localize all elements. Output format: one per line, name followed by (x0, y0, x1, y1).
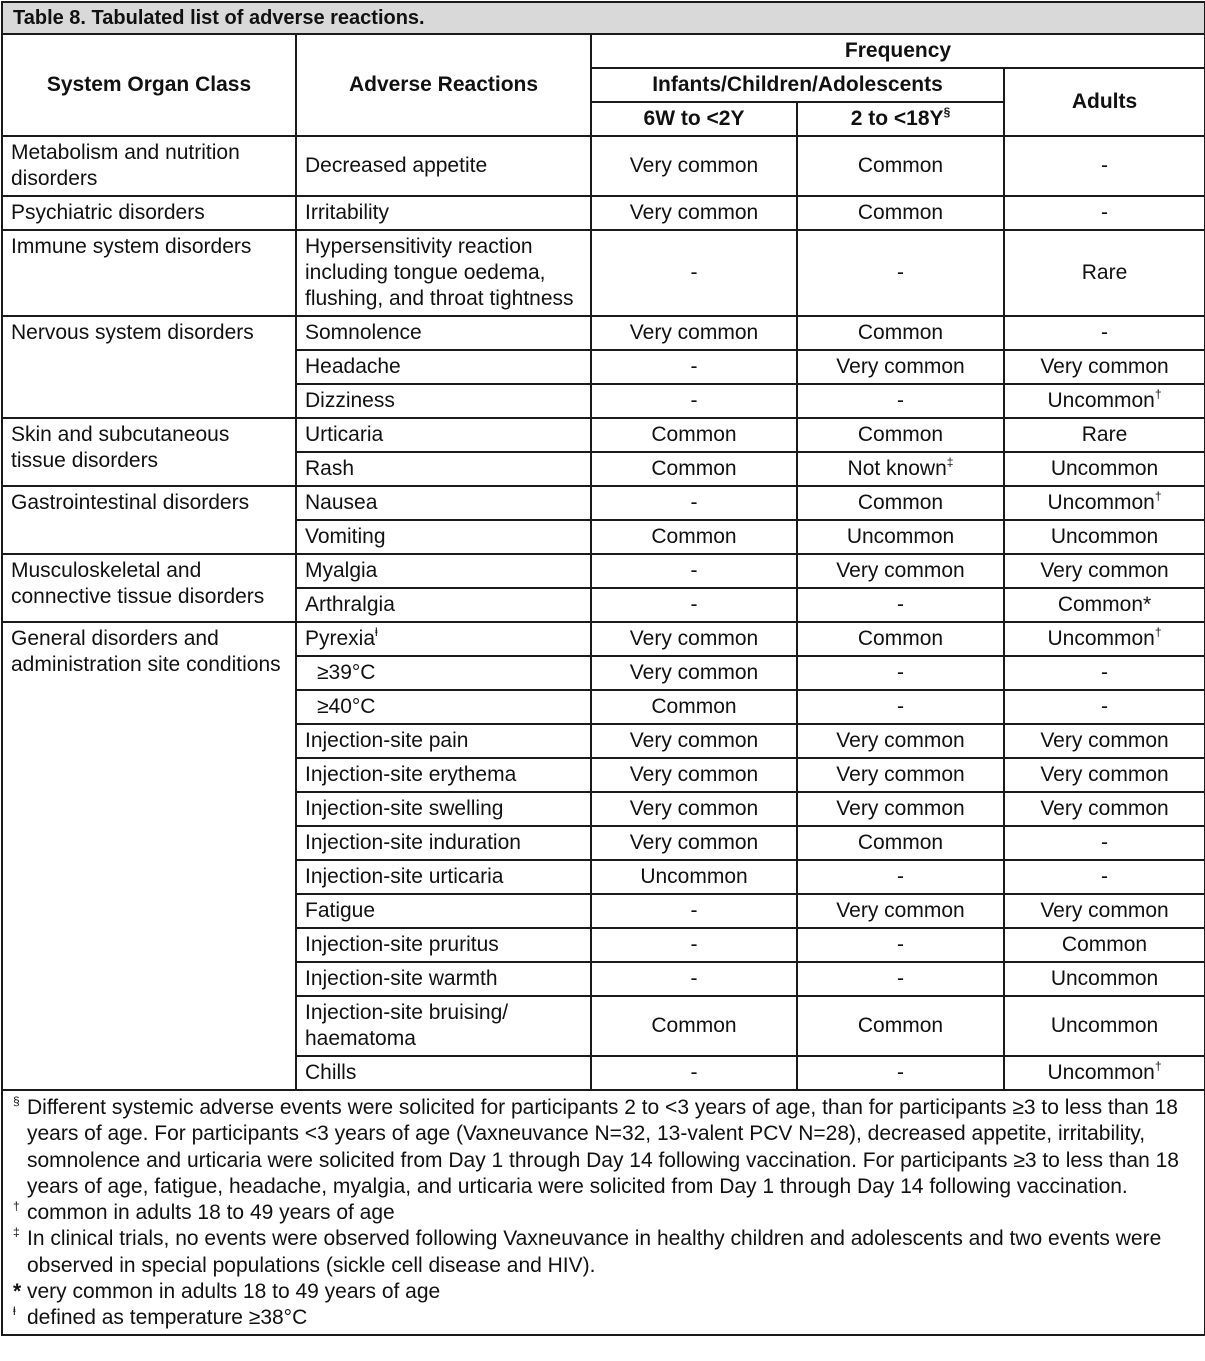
frequency-2-18y-cell (797, 860, 1004, 894)
adverse-reaction-cell (296, 724, 591, 758)
footnotes (2, 1090, 1205, 1335)
frequency-value: Very common (1040, 763, 1169, 786)
frequency-value: - (1101, 865, 1109, 888)
frequency-value: Common (857, 154, 944, 177)
frequency-value: - (897, 967, 904, 990)
frequency-2-18y-cell (797, 452, 1004, 486)
frequency-value: - (897, 389, 904, 412)
frequency-value: Very common (629, 201, 759, 224)
header-adverse-reactions: Adverse Reactions (296, 34, 591, 136)
frequency-2-18y-cell (797, 724, 1004, 758)
footnote: ⱡ defined as temperature ≥38°C (13, 1304, 308, 1330)
footnote-text: Different systemic adverse events were solicited for participants 2 to <3 years of age, than for participants ≥3 to less than 18 years of age. For participants <3 years of age (Vaxneuvance N=32, 13-valent PCV N=28), decreased appetite, irritability, somnolence and urticaria were solicited from Day 1 through Day 14 following vaccination. For participants ≥3 to less than 18 years of age, fatigue, headache, myalgia, and urticaria were solicited from Day 1 through Day 14 following vaccination. (27, 1096, 1179, 1198)
adverse-reaction-label: Somnolence (305, 321, 422, 344)
frequency-adults-cell (1004, 230, 1205, 316)
header-adults: Adults (1004, 68, 1205, 136)
table-row (2, 622, 1205, 656)
frequency-value: Uncommon (846, 525, 955, 548)
adverse-reaction-cell (296, 894, 591, 928)
footnote: ‡ In clinical trials, no events were observed following Vaxneuvance in healthy children and adolescents and two events were observed in special populations (sickle cell disease and HIV). (13, 1225, 1162, 1277)
frequency-value: Common (651, 423, 737, 446)
frequency-value: - (690, 593, 698, 616)
frequency-adults-cell (1004, 758, 1205, 792)
frequency-value: Uncommon (1047, 627, 1155, 650)
footnote: † common in adults 18 to 49 years of age (13, 1199, 395, 1225)
system-organ-class-cell: General disorders and administration site conditions (2, 622, 296, 1090)
frequency-6w-2y-cell (591, 196, 797, 230)
footnote-mark: † (1154, 387, 1162, 401)
adverse-reaction-cell (296, 384, 591, 418)
frequency-6w-2y-cell (591, 350, 797, 384)
frequency-2-18y-cell (797, 588, 1004, 622)
frequency-value: Not known (847, 457, 947, 480)
frequency-adults-cell (1004, 860, 1205, 894)
frequency-2-18y-cell (797, 656, 1004, 690)
frequency-value: Very common (836, 355, 965, 378)
frequency-value: Very common (1040, 797, 1169, 820)
frequency-value: - (690, 355, 698, 378)
system-organ-class-cell: Gastrointestinal disorders (2, 486, 296, 554)
frequency-adults-cell (1004, 1056, 1205, 1090)
frequency-value: Very common (629, 627, 759, 650)
frequency-6w-2y-cell (591, 928, 797, 962)
frequency-2-18y-cell (797, 520, 1004, 554)
header-system-organ-class: System Organ Class (2, 34, 296, 136)
frequency-2-18y-cell (797, 690, 1004, 724)
frequency-6w-2y-cell (591, 418, 797, 452)
frequency-6w-2y-cell (591, 554, 797, 588)
frequency-value: - (897, 661, 904, 684)
frequency-value: - (690, 933, 698, 956)
adverse-reaction-cell (296, 792, 591, 826)
frequency-adults-cell (1004, 554, 1205, 588)
adverse-reaction-cell (296, 1056, 591, 1090)
frequency-value: Very common (1040, 899, 1169, 922)
frequency-6w-2y-cell (591, 656, 797, 690)
frequency-adults-cell (1004, 826, 1205, 860)
frequency-2-18y-cell (797, 826, 1004, 860)
adverse-reaction-label: ≥40°C (317, 695, 376, 718)
frequency-6w-2y-cell (591, 452, 797, 486)
frequency-2-18y-cell (797, 554, 1004, 588)
frequency-value: Very common (629, 321, 759, 344)
adverse-reaction-cell (296, 418, 591, 452)
frequency-6w-2y-cell (591, 230, 797, 316)
adverse-reaction-cell (296, 350, 591, 384)
frequency-adults-cell (1004, 196, 1205, 230)
frequency-adults-cell (1004, 656, 1205, 690)
frequency-6w-2y-cell (591, 622, 797, 656)
frequency-value: Uncommon (1047, 491, 1155, 514)
adverse-reaction-label: Irritability (305, 201, 390, 224)
frequency-6w-2y-cell (591, 316, 797, 350)
frequency-adults-cell (1004, 792, 1205, 826)
frequency-6w-2y-cell (591, 1056, 797, 1090)
frequency-value: Very common (836, 899, 965, 922)
table-title: Table 8. Tabulated list of adverse reactions. (2, 2, 1205, 34)
frequency-2-18y-cell (797, 1056, 1004, 1090)
frequency-value: Very common (836, 797, 965, 820)
frequency-6w-2y-cell (591, 486, 797, 520)
adverse-reaction-cell (296, 230, 591, 316)
adverse-reaction-cell (296, 758, 591, 792)
adverse-reaction-label: Pyrexia (305, 627, 376, 650)
adverse-reaction-label: Injection-site swelling (305, 797, 504, 820)
adverse-reaction-cell (296, 136, 591, 196)
adverse-reaction-cell (296, 554, 591, 588)
frequency-value: - (1101, 831, 1109, 854)
adverse-reaction-label: Headache (305, 355, 401, 378)
frequency-value: - (690, 261, 698, 284)
frequency-6w-2y-cell (591, 758, 797, 792)
table-row (2, 136, 1205, 196)
frequency-adults-cell (1004, 928, 1205, 962)
system-organ-class-cell: Skin and subcutaneous tissue disorders (2, 418, 296, 486)
frequency-value: Rare (1081, 423, 1128, 446)
adverse-reaction-label: Urticaria (305, 423, 384, 446)
frequency-value: Common (857, 627, 944, 650)
adverse-reaction-cell (296, 622, 591, 656)
frequency-value: Very common (1040, 355, 1169, 378)
adverse-reaction-cell (296, 690, 591, 724)
frequency-value: Common (857, 423, 944, 446)
frequency-value: - (897, 593, 904, 616)
footnote-mark: † (1154, 1059, 1162, 1073)
header-infants-children-adolescents: Infants/Children/Adolescents (591, 68, 1004, 102)
frequency-2-18y-cell (797, 418, 1004, 452)
frequency-2-18y-cell (797, 894, 1004, 928)
frequency-value: Uncommon (1047, 389, 1155, 412)
adverse-reaction-label: Fatigue (305, 899, 376, 922)
table-row (2, 486, 1205, 520)
frequency-value: Very common (836, 559, 965, 582)
adverse-reaction-label: Vomiting (305, 525, 386, 548)
adverse-reaction-label: Injection-site pain (305, 729, 469, 752)
frequency-6w-2y-cell (591, 860, 797, 894)
adverse-reaction-label: Chills (305, 1061, 357, 1084)
frequency-6w-2y-cell (591, 724, 797, 758)
adverse-reaction-cell (296, 996, 591, 1056)
table-row (2, 554, 1205, 588)
footnote: § Different systemic adverse events were solicited for participants 2 to <3 years of age, than for participants ≥3 to less than 18 years of age. For participants <3 years of age (Vaxneuvance N=32, 13-valent PCV N=28), decreased appetite, irritability, somnolence and urticaria were solicited from Day 1 through Day 14 following vaccination. For participants ≥3 to less than 18 years of age, fatigue, headache, myalgia, and urticaria were solicited from Day 1 through Day 14 following vaccination. (13, 1094, 1179, 1198)
frequency-2-18y-cell (797, 196, 1004, 230)
table-row (2, 196, 1205, 230)
frequency-2-18y-cell (797, 136, 1004, 196)
frequency-value: Common (651, 457, 737, 480)
document-page (1, 1, 1204, 1336)
frequency-6w-2y-cell (591, 792, 797, 826)
footnote-mark: ⱡ (375, 625, 378, 639)
table-row (2, 230, 1205, 316)
footnote-text: very common in adults 18 to 49 years of age (27, 1280, 441, 1304)
adverse-reaction-label: ≥39°C (317, 661, 376, 684)
adverse-reaction-cell (296, 316, 591, 350)
adverse-reactions-table (1, 1, 1205, 1336)
frequency-value: Very common (1040, 559, 1169, 582)
adverse-reaction-cell (296, 588, 591, 622)
adverse-reaction-cell (296, 962, 591, 996)
frequency-6w-2y-cell (591, 996, 797, 1056)
frequency-value: - (1101, 321, 1109, 344)
adverse-reaction-label: Decreased appetite (305, 154, 488, 177)
frequency-adults-cell (1004, 520, 1205, 554)
frequency-value: Uncommon (1050, 1014, 1159, 1037)
frequency-adults-cell (1004, 384, 1205, 418)
frequency-value: Uncommon (1050, 457, 1159, 480)
footnote-mark: † (1154, 489, 1162, 503)
frequency-value: - (690, 899, 698, 922)
section-mark: § (943, 105, 951, 119)
frequency-value: - (1101, 661, 1109, 684)
frequency-value: Uncommon (640, 865, 748, 888)
frequency-adults-cell (1004, 316, 1205, 350)
adverse-reaction-cell (296, 860, 591, 894)
frequency-2-18y-cell (797, 996, 1004, 1056)
frequency-value: Uncommon (1047, 1061, 1155, 1084)
frequency-value: - (1101, 201, 1109, 224)
adverse-reaction-label: Hypersensitivity reaction including tongue oedema, flushing, and throat tightness (305, 235, 574, 310)
header-6w-2y: 6W to <2Y (591, 102, 797, 136)
frequency-2-18y-cell (797, 230, 1004, 316)
frequency-value: - (1101, 154, 1109, 177)
footnote-mark: † (1154, 625, 1162, 639)
adverse-reaction-label: Injection-site induration (305, 831, 521, 854)
adverse-reaction-label: Arthralgia (305, 593, 395, 616)
frequency-2-18y-cell (797, 792, 1004, 826)
system-organ-class-cell: Musculoskeletal and connective tissue disorders (2, 554, 296, 622)
table-row (2, 316, 1205, 350)
frequency-6w-2y-cell (591, 894, 797, 928)
frequency-adults-cell (1004, 724, 1205, 758)
system-organ-class-cell: Psychiatric disorders (2, 196, 296, 230)
frequency-value: Very common (629, 763, 759, 786)
frequency-value: Very common (836, 729, 965, 752)
frequency-value: - (690, 389, 698, 412)
frequency-value: Very common (836, 763, 965, 786)
adverse-reaction-label: Injection-site erythema (305, 763, 517, 786)
frequency-value: Common (651, 525, 737, 548)
frequency-value: Common (651, 695, 737, 718)
frequency-adults-cell (1004, 486, 1205, 520)
frequency-value: - (897, 1061, 904, 1084)
frequency-6w-2y-cell (591, 384, 797, 418)
footnote-mark: ‡ (946, 455, 954, 469)
header-frequency: Frequency (591, 34, 1205, 68)
footnote (13, 1279, 1194, 1305)
frequency-adults-cell (1004, 136, 1205, 196)
system-organ-class-cell: Nervous system disorders (2, 316, 296, 418)
footnote-symbol: * (13, 1280, 22, 1304)
frequency-value: Common (857, 321, 944, 344)
adverse-reaction-label: Injection-site warmth (305, 967, 498, 990)
frequency-value: Common (857, 201, 944, 224)
system-organ-class-cell: Metabolism and nutrition disorders (2, 136, 296, 196)
frequency-value: Common* (1057, 593, 1152, 616)
frequency-adults-cell (1004, 452, 1205, 486)
frequency-value: Very common (629, 661, 759, 684)
adverse-reaction-label: Nausea (305, 491, 378, 514)
system-organ-class-cell: Immune system disorders (2, 230, 296, 316)
frequency-value: - (690, 491, 698, 514)
frequency-value: Rare (1081, 261, 1128, 284)
frequency-6w-2y-cell (591, 520, 797, 554)
adverse-reaction-label: Injection-site pruritus (305, 933, 499, 956)
footnote-text: defined as temperature ≥38°C (27, 1306, 308, 1330)
frequency-value: - (897, 933, 904, 956)
frequency-2-18y-cell (797, 962, 1004, 996)
frequency-adults-cell (1004, 894, 1205, 928)
frequency-value: - (690, 559, 698, 582)
header-2-18y (797, 102, 1004, 136)
frequency-value: - (690, 1061, 698, 1084)
frequency-value: - (897, 261, 904, 284)
adverse-reaction-label: Injection-site bruising/ haematoma (305, 1001, 509, 1050)
frequency-2-18y-cell (797, 758, 1004, 792)
adverse-reaction-label: Rash (305, 457, 355, 480)
adverse-reaction-cell (296, 196, 591, 230)
adverse-reaction-cell (296, 928, 591, 962)
frequency-value: Uncommon (1050, 967, 1159, 990)
frequency-value: Very common (629, 831, 759, 854)
frequency-value: Common (1061, 933, 1148, 956)
frequency-value: Very common (629, 154, 759, 177)
frequency-adults-cell (1004, 350, 1205, 384)
frequency-value: Very common (629, 729, 759, 752)
adverse-reaction-cell (296, 826, 591, 860)
frequency-2-18y-cell (797, 928, 1004, 962)
frequency-2-18y-cell (797, 350, 1004, 384)
frequency-value: - (897, 695, 904, 718)
frequency-value: Common (857, 831, 944, 854)
adverse-reaction-label: Myalgia (305, 559, 378, 582)
frequency-value: Uncommon (1050, 525, 1159, 548)
frequency-value: - (690, 967, 698, 990)
frequency-6w-2y-cell (591, 690, 797, 724)
frequency-value: Common (857, 1014, 944, 1037)
frequency-value: Common (651, 1014, 737, 1037)
header-2-18y-label: 2 to <18Y (850, 107, 944, 130)
frequency-adults-cell (1004, 418, 1205, 452)
frequency-value: - (1101, 695, 1109, 718)
frequency-adults-cell (1004, 588, 1205, 622)
frequency-adults-cell (1004, 690, 1205, 724)
adverse-reaction-cell (296, 656, 591, 690)
adverse-reaction-label: Dizziness (305, 389, 395, 412)
frequency-value: Very common (629, 797, 759, 820)
frequency-value: - (897, 865, 904, 888)
frequency-6w-2y-cell (591, 136, 797, 196)
frequency-value: Very common (1040, 729, 1169, 752)
adverse-reaction-label: Injection-site urticaria (305, 865, 504, 888)
frequency-2-18y-cell (797, 384, 1004, 418)
frequency-2-18y-cell (797, 622, 1004, 656)
adverse-reaction-cell (296, 486, 591, 520)
adverse-reaction-cell (296, 520, 591, 554)
frequency-adults-cell (1004, 996, 1205, 1056)
frequency-adults-cell (1004, 622, 1205, 656)
frequency-value: Common (857, 491, 944, 514)
footnote-text: common in adults 18 to 49 years of age (27, 1201, 395, 1225)
frequency-2-18y-cell (797, 316, 1004, 350)
table-body (2, 136, 1205, 1090)
frequency-6w-2y-cell (591, 588, 797, 622)
adverse-reaction-cell (296, 452, 591, 486)
frequency-6w-2y-cell (591, 962, 797, 996)
frequency-6w-2y-cell (591, 826, 797, 860)
frequency-adults-cell (1004, 962, 1205, 996)
frequency-2-18y-cell (797, 486, 1004, 520)
table-row (2, 418, 1205, 452)
footnote-text: In clinical trials, no events were observed following Vaxneuvance in healthy children and adolescents and two events were observed in special populations (sickle cell disease and HIV). (27, 1227, 1162, 1277)
